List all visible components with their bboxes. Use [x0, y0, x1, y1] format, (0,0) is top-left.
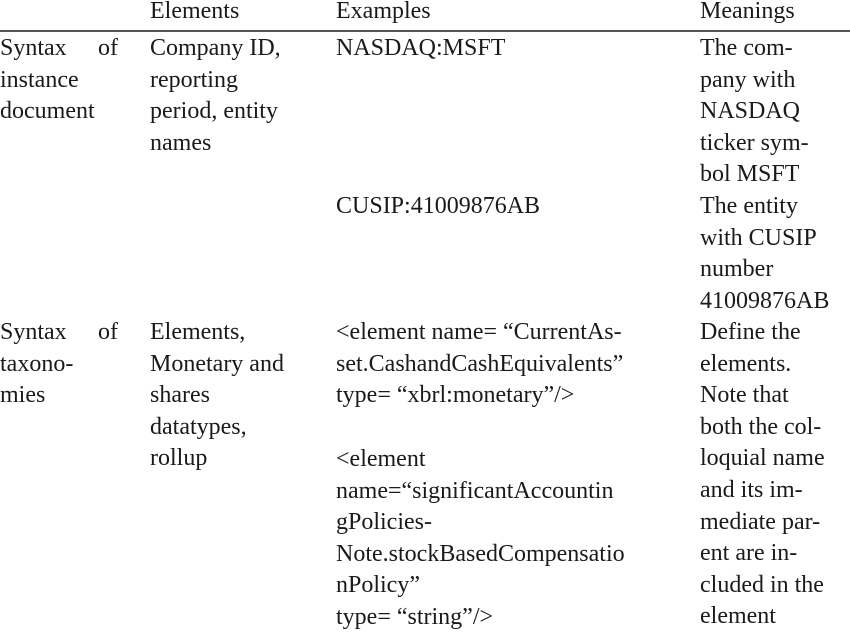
meaning-line: element	[700, 603, 776, 630]
row1-elements-line: period, entity	[150, 98, 278, 125]
row2-example1	[336, 317, 623, 412]
row2-syntax-cell	[0, 317, 118, 412]
example-line: type= “xbrl:monetary”/>	[336, 382, 575, 409]
row1-syntax-line2: instance	[0, 66, 79, 93]
row1-elements-line: Company ID,	[150, 35, 281, 61]
row1-meaning1	[700, 33, 809, 191]
meaning-line: elements.	[700, 350, 792, 377]
row2-syntax-word2: of	[98, 319, 118, 345]
row1-syntax-word2: of	[98, 35, 118, 61]
row1-elements-line: reporting	[150, 66, 238, 93]
meaning-line: number	[700, 256, 774, 283]
row2-meaning1	[700, 317, 825, 633]
meaning-line: 41009876AB	[700, 287, 830, 314]
row1-meaning2	[700, 191, 829, 317]
meaning-line: Define the	[700, 319, 801, 345]
example-line: nPolicy”	[336, 572, 420, 599]
row1-syntax-word1: Syntax	[0, 35, 67, 61]
example-line: NASDAQ:MSFT	[336, 35, 506, 61]
meaning-line: The com-	[700, 35, 793, 61]
row2-syntax-word1: Syntax	[0, 319, 67, 345]
row2-elements-line: Monetary and	[150, 350, 284, 377]
header-rule	[0, 30, 850, 32]
row2-elements-line: rollup	[150, 445, 208, 472]
row2-example2	[336, 444, 625, 634]
row1-elements-cell	[150, 33, 281, 159]
meaning-line: with CUSIP	[700, 224, 817, 251]
row2-elements-cell	[150, 317, 284, 475]
meaning-line: bol MSFT	[700, 161, 800, 188]
meaning-line: ent are in-	[700, 540, 798, 567]
meaning-line: loquial name	[700, 445, 825, 472]
row1-example1	[336, 33, 505, 65]
row1-syntax-line1	[0, 33, 118, 65]
example-line: CUSIP:41009876AB	[336, 193, 541, 219]
example-line: gPolicies-	[336, 509, 432, 536]
meaning-line: and its im-	[700, 476, 803, 503]
header-elements: Elements	[150, 0, 240, 24]
meaning-line: mediate par-	[700, 508, 821, 535]
meaning-line: Note that	[700, 382, 789, 409]
row1-syntax-line3: document	[0, 98, 95, 125]
example-line: <element name= “CurrentAs-	[336, 319, 622, 345]
row2-syntax-line1	[0, 317, 118, 349]
row1-example2	[336, 191, 540, 223]
meaning-line: The entity	[700, 193, 798, 219]
row2-elements-line: datatypes,	[150, 413, 247, 440]
example-line: Note.stockBasedCompensatio	[336, 540, 625, 567]
example-line: set.CashandCashEquivalents”	[336, 350, 624, 377]
row1-elements-line: names	[150, 129, 212, 156]
example-line: name=“significantAccountin	[336, 477, 614, 504]
meaning-line: pany with	[700, 66, 796, 93]
row2-syntax-line3: mies	[0, 382, 46, 409]
meaning-line: NASDAQ	[700, 98, 801, 125]
header-meanings: Meanings	[700, 0, 795, 24]
example-line: type= “string”/>	[336, 603, 494, 630]
row1-syntax-cell	[0, 33, 118, 128]
row2-elements-line: Elements,	[150, 319, 246, 345]
meaning-line: cluded in the	[700, 571, 824, 598]
meaning-line: both the col-	[700, 413, 822, 440]
example-line: <element	[336, 446, 426, 472]
header-examples: Examples	[336, 0, 431, 24]
row2-syntax-line2: taxono-	[0, 350, 74, 377]
row2-elements-line: shares	[150, 382, 210, 409]
meaning-line: ticker sym-	[700, 129, 809, 156]
